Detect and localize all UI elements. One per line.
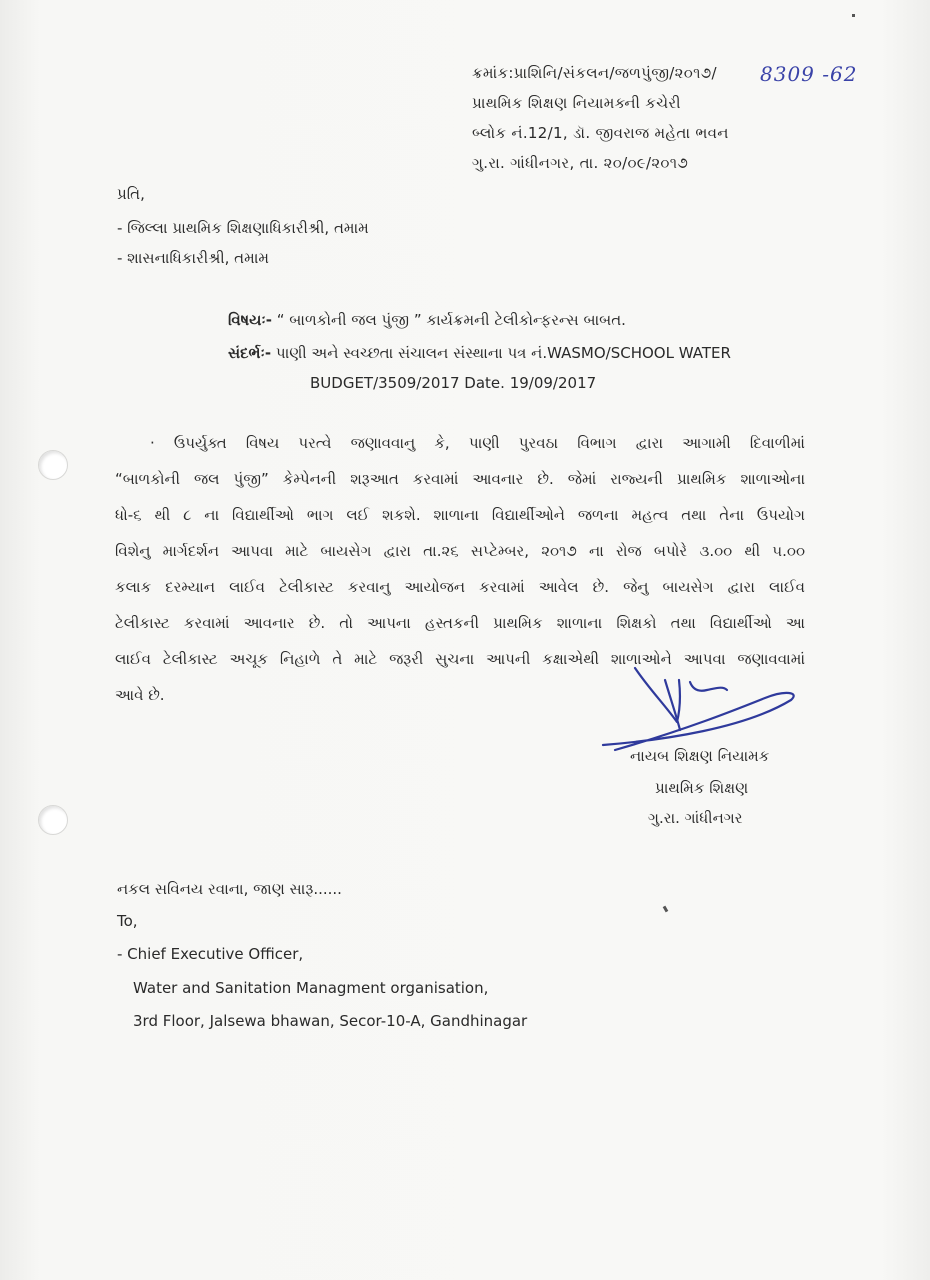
- copy-recipient-line: Water and Sanitation Managment organisation,: [133, 979, 489, 997]
- signatory-department: પ્રાથમિક શિક્ષણ: [655, 779, 749, 797]
- body-line: ટેલીકાસ્ટ કરવામાં આવનાર છે. તો આપના હસ્તકની પ્રાથમિક શાળાના શિક્ષકો તથા વિદ્યાર્થીઓ આ: [115, 614, 805, 632]
- signature-image: [595, 660, 805, 760]
- reference-number: ક્રમાંક:પ્રાશિનિ/સંકલન/જળપુંજી/૨૦૧૭/: [472, 64, 717, 82]
- copy-heading: નકલ સવિનય રવાના, જાણ સારૂ......: [117, 880, 342, 898]
- reference-text-2: BUDGET/3509/2017 Date. 19/09/2017: [310, 374, 597, 392]
- recipient-item: - જિલ્લા પ્રાથમિક શિક્ષણાધિકારીશ્રી, તમામ: [117, 219, 369, 237]
- body-line: વિશેનુ માર્ગદર્શન આપવા માટે બાયસેગ દ્વારા તા.૨૬ સપ્ટેમ્બર, ૨૦૧૭ ના રોજ બપોરે ૩.૦૦ થી ૫.૦૦: [115, 542, 805, 560]
- reference-line: [228, 343, 731, 363]
- prati-label: પ્રતિ,: [117, 185, 145, 203]
- body-line: “બાળકોની જલ પુંજી” કેમ્પેનની શરૂઆત કરવામાં આવનાર છે. જેમાં રાજ્યની પ્રાથમિક શાળાઓના: [115, 470, 805, 488]
- punch-hole-top: [38, 450, 68, 480]
- punch-hole-bottom: [38, 805, 68, 835]
- copy-recipient-line: 3rd Floor, Jalsewa bhawan, Secor-10-A, Gandhinagar: [133, 1012, 528, 1030]
- subject-text: “ બાળકોની જલ પુંજી ” કાર્યક્રમની ટેલીકોન્ફરન્સ બાબત.: [276, 311, 626, 329]
- copy-recipient-line: - Chief Executive Officer,: [117, 945, 304, 963]
- office-name: પ્રાથમિક શિક્ષણ નિયામક્ની કચેરી: [472, 94, 681, 112]
- signatory-title: નાયબ શિક્ષણ નિયામક: [630, 747, 770, 765]
- body-line: · ઉપર્યુક્ત વિષય પરત્વે જણાવવાનુ કે, પાણી પુરવઠા વિભાગ દ્વારા આગામી દિવાળીમાં: [150, 434, 805, 452]
- body-line: આવે છે.: [115, 686, 165, 704]
- place-and-date: ગુ.રા. ગાંધીનગર, તા. ૨૦/૦૯/૨૦૧૭: [472, 154, 689, 172]
- reference-text-1: પાણી અને સ્વચ્છતા સંચાલન સંસ્થાના પત્ર નં.WASMO/SCHOOL WATER: [275, 344, 731, 362]
- copy-to-label: To,: [117, 912, 138, 930]
- body-line: ધો-૬ થી ૮ ના વિદ્યાર્થીઓ ભાગ લઈ શકશે. શાળાના વિદ્યાર્થીઓને જળના મહત્વ તથા તેના ઉપયોગ: [115, 506, 805, 524]
- subject-label: વિષયઃ-: [228, 311, 272, 329]
- handwritten-ref-number: 8309 -62: [760, 62, 858, 86]
- recipient-item: - શાસનાધિકારીશ્રી, તમામ: [117, 249, 269, 267]
- signatory-place: ગુ.રા. ગાંધીનગર: [648, 809, 743, 827]
- body-line: કલાક દરમ્યાન લાઈવ ટેલીકાસ્ટ કરવાનુ આયોજન કરવામાં આવેલ છે. જેનુ બાયસેગ દ્વારા લાઈવ: [115, 578, 805, 596]
- subject-line: [228, 310, 626, 330]
- scan-speck: [663, 906, 669, 913]
- reference-label: સંદર્ભઃ-: [228, 344, 272, 362]
- scan-speck: [852, 14, 855, 17]
- body-line: લાઈવ ટેલીકાસ્ટ અચૂક નિહાળે તે માટે જરૂરી સુચના આપની કક્ષાએથી શાળાઓને આપવા જણાવવામાં: [115, 650, 805, 668]
- office-address: બ્લોક નં.12/1, ડૉ. જીવરાજ મહેતા ભવન: [472, 124, 729, 142]
